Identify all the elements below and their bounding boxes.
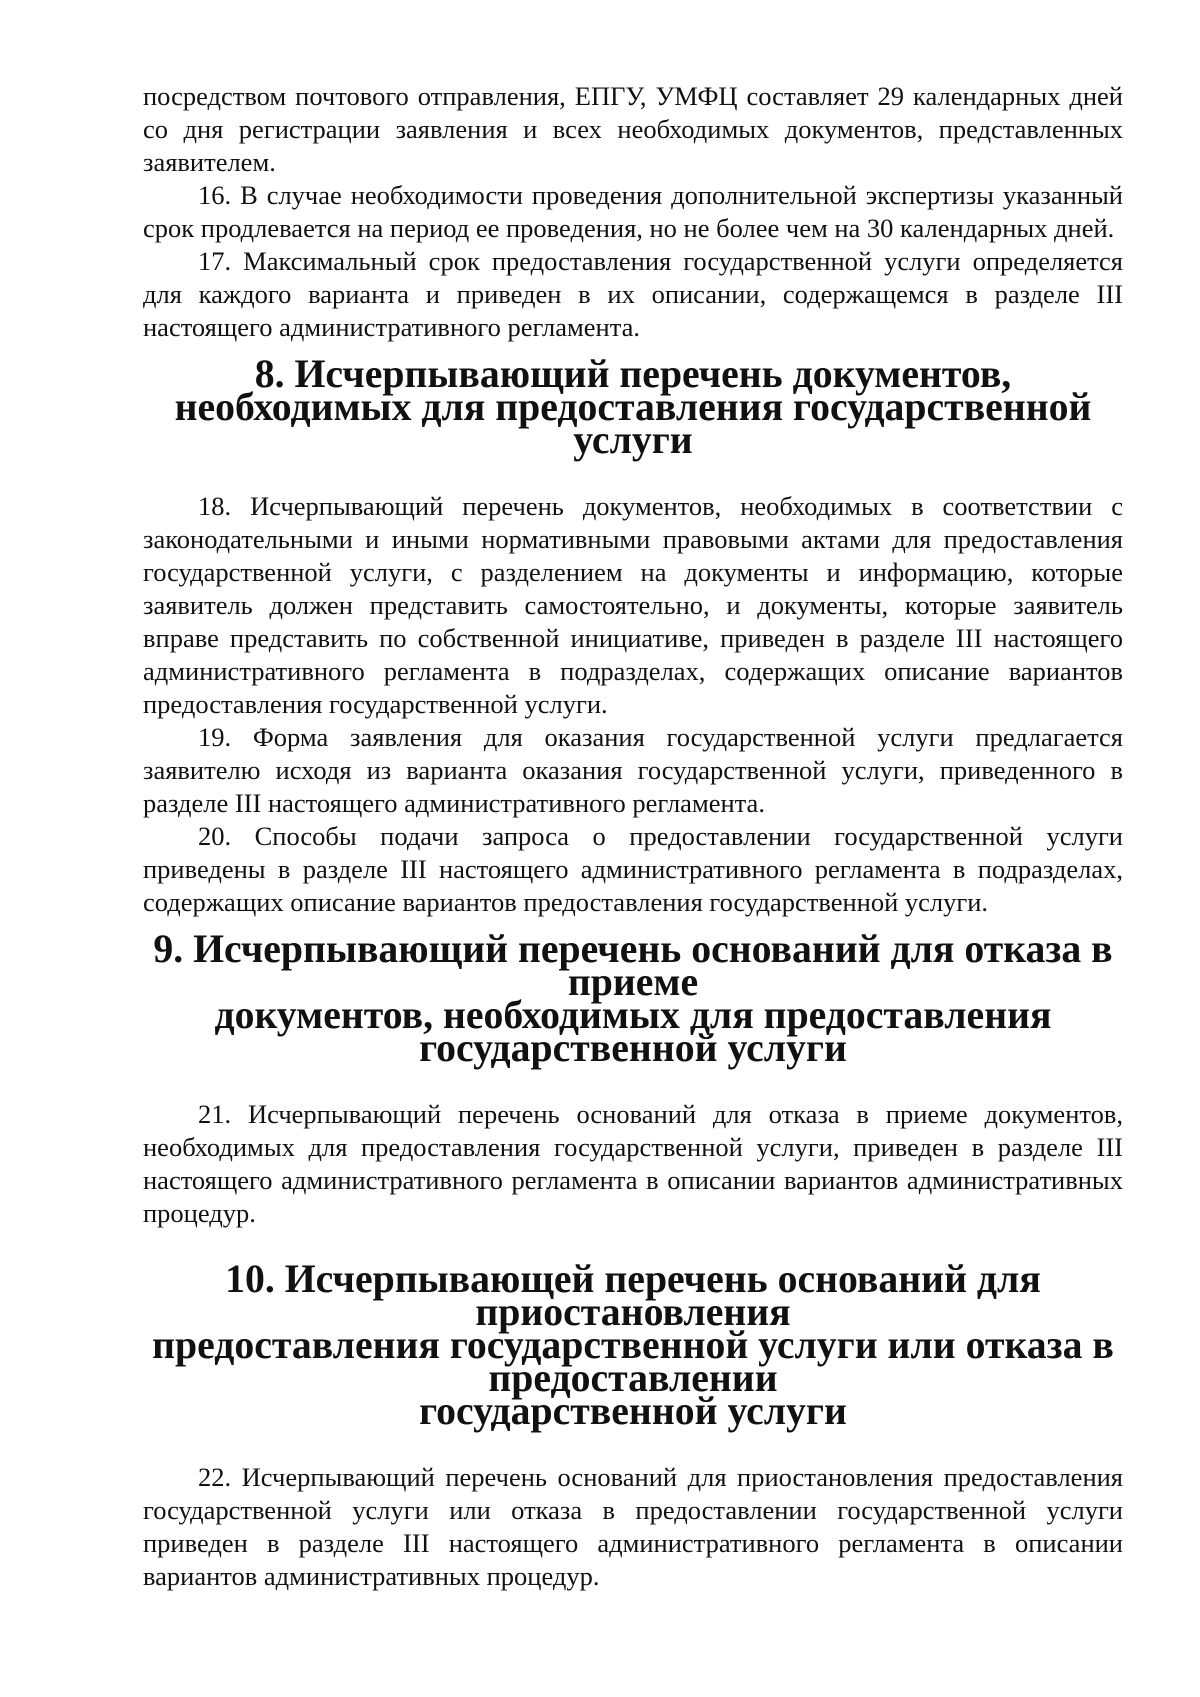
paragraph-22: 22. Исчерпывающий перечень оснований для приостановления предоставления государственной услуги или отказа в предоставлении государственной услуги приведен в разделе III настоящего административного регламента в описании вариантов административных процедур. xyxy=(143,1462,1123,1591)
paragraph-21: 21. Исчерпывающий перечень оснований для отказа в приеме документов, необходимых для предоставления государственной услуги, приведен в разделе III настоящего административного регламента в описании вариантов административных процедур. xyxy=(143,1099,1123,1228)
section-10-heading-line-1: 10. Исчерпывающей перечень оснований для приостановления xyxy=(225,1257,1041,1334)
section-9-heading-line-1: 9. Исчерпывающий перечень оснований для отказа в приеме xyxy=(153,927,1113,1004)
section-9-heading-line-2: документов, необходимых для предоставления государственной услуги xyxy=(214,993,1052,1070)
section-10-heading-line-3: государственной услуги xyxy=(419,1389,847,1433)
paragraph-17: 17. Максимальный срок предоставления государственной услуги определяется для каждого варианта и приведен в их описании, содержащемся в разделе III настоящего административного регламента. xyxy=(143,246,1123,342)
section-10-heading-line-2: предоставления государственной услуги или отказа в предоставлении xyxy=(152,1323,1114,1400)
paragraph-19: 19. Форма заявления для оказания государственной услуги предлагается заявителю исходя из варианта оказания государственной услуги, приведенного в разделе III настоящего административного регламента. xyxy=(143,722,1123,818)
paragraph-continuation: посредством почтового отправления, ЕПГУ, УМФЦ составляет 29 календарных дней со дня регистрации заявления и всех необходимых документов, представленных заявителем. xyxy=(143,81,1123,177)
section-8-heading-line-2: необходимых для предоставления государственной услуги xyxy=(174,385,1092,462)
section-8-heading xyxy=(143,352,1123,462)
paragraph-16: 16. В случае необходимости проведения дополнительной экспертизы указанный срок продлевается на период ее проведения, но не более чем на 30 календарных дней. xyxy=(143,180,1123,243)
section-8-heading-line-1: 8. Исчерпывающий перечень документов, xyxy=(254,352,1012,396)
section-10-heading xyxy=(143,1257,1123,1433)
document-page xyxy=(143,80,1123,1593)
section-9-heading xyxy=(143,927,1123,1070)
paragraph-18: 18. Исчерпывающий перечень документов, необходимых в соответствии с законодательными и иными нормативными правовыми актами для предоставления государственной услуги, с разделением на документы и информацию, которые заявитель должен представить самостоятельно, и документы, которые заявитель вправе представить по собственной инициативе, приведен в разделе III настоящего административного регламента в подразделах, содержащих описание вариантов предоставления государственной услуги. xyxy=(143,491,1123,719)
paragraph-20: 20. Способы подачи запроса о предоставлении государственной услуги приведены в разделе III настоящего административного регламента в подразделах, содержащих описание вариантов предоставления государственной услуги. xyxy=(143,821,1123,917)
